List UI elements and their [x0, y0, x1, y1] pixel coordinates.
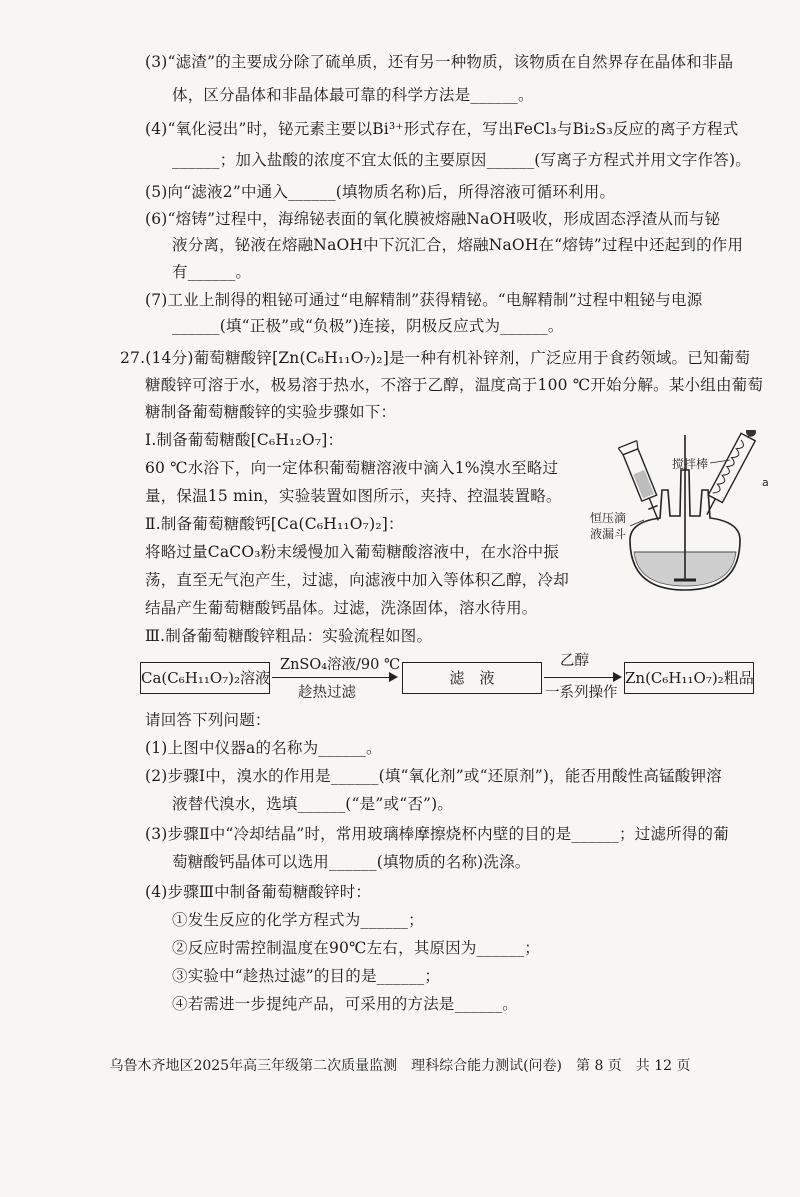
q26-part6-line3: 有______。 [172, 263, 252, 281]
label-a: a [762, 476, 769, 489]
q26-part6-line1: (6)“熔铸”过程中，海绵铋表面的氧化膜被熔融NaOH吸收，形成固态浮渣从而与铋 [145, 210, 721, 228]
q27-part4-sub4: ④若需进一步提纯产品，可采用的方法是______。 [172, 995, 519, 1013]
flow-arrow2-top: 乙醇 [560, 653, 589, 669]
q26-part4-line1: (4)“氧化浸出”时，铋元素主要以Bi³⁺形式存在，写出FeCl₃与Bi₂S₃反应的离子方程式 [145, 120, 739, 138]
step1-title: Ⅰ.制备葡萄糖酸[C₆H₁₂O₇]： [145, 431, 344, 449]
q27-part4-sub1: ①发生反应的化学方程式为______； [172, 911, 424, 929]
flow-arrow1-bottom: 趁热过滤 [298, 685, 356, 701]
flow-arrow1-top: ZnSO₄溶液/90 ℃ [280, 657, 401, 673]
step2-line2: 荡，直至无气泡产生，过滤，向滤液中加入等体积乙醇，冷却 [145, 571, 569, 589]
q26-part3-line1: (3)“滤渣”的主要成分除了硫单质，还有另一种物质，该物质在自然界存在晶体和非晶 [145, 53, 734, 71]
process-flow [140, 650, 760, 710]
label-funnel-2: 液漏斗 [590, 527, 627, 541]
flow-arrow2-bottom: 一系列操作 [545, 685, 618, 701]
answer-prompt: 请回答下列问题： [145, 711, 271, 729]
step3-title: Ⅲ.制备葡萄糖酸锌粗品：实验流程如图。 [145, 627, 433, 645]
step2-line3: 结晶产生葡萄糖酸钙晶体。过滤，洗涤固体，溶水待用。 [145, 599, 538, 617]
q26-part6-line2: 液分离，铋液在熔融NaOH中下沉汇合，熔融NaOH在“熔铸”过程中还起到的作用 [172, 236, 744, 254]
q27-part4: (4)步骤Ⅲ中制备葡萄糖酸锌时： [145, 883, 372, 901]
q27-intro-line2: 糖酸锌可溶于水，极易溶于热水，不溶于乙醇，温度高于100 ℃开始分解。某小组由葡萄 [145, 376, 764, 394]
step2-title: Ⅱ.制备葡萄糖酸钙[Ca(C₆H₁₁O₇)₂]： [145, 515, 404, 533]
flow-box-start: Ca(C₆H₁₁O₇)₂溶液 [140, 662, 270, 694]
q27-part3-line2: 萄糖酸钙晶体可以选用______(填物质的名称)洗涤。 [172, 853, 531, 871]
q27-part1: (1)上图中仪器a的名称为______。 [145, 739, 382, 757]
step1-line1: 60 ℃水浴下，向一定体积葡萄糖溶液中滴入1%溴水至略过 [145, 459, 559, 477]
flow-arrow-2 [544, 677, 620, 678]
page-footer: 乌鲁木齐地区2025年高三年级第二次质量监测 理科综合能力测试(问卷) 第 8 页 共 12 页 [109, 1058, 691, 1074]
step2-line1: 将略过量CaCO₃粉末缓慢加入葡萄糖酸溶液中，在水浴中振 [145, 543, 559, 561]
label-stirrer: 搅拌棒 [672, 457, 709, 471]
flow-arrow-1 [272, 677, 396, 678]
flow-box-product: Zn(C₆H₁₁O₇)₂粗品 [624, 662, 754, 694]
q27-intro-line3: 糖制备葡萄糖酸锌的实验步骤如下： [145, 403, 397, 421]
q27-part2-line1: (2)步骤Ⅰ中，溴水的作用是______(填“氧化剂”或“还原剂”)，能否用酸性高锰酸钾溶 [145, 767, 722, 785]
q26-part5-line1: (5)向“滤液2”中通入______(填物质名称)后，所得溶液可循环利用。 [145, 183, 616, 201]
apparatus-diagram [590, 430, 780, 600]
apparatus-figure [590, 430, 780, 600]
q27-part4-sub3: ③实验中“趁热过滤”的目的是______； [172, 967, 441, 985]
q27-part4-sub2: ②反应时需控制温度在90℃左右，其原因为______； [172, 939, 540, 957]
q26-part3-line2: 体，区分晶体和非晶体最可靠的科学方法是______。 [172, 86, 534, 104]
label-funnel-1: 恒压滴 [590, 511, 627, 525]
q27-part2-line2: 液替代溴水，选填______(“是”或“否”)。 [172, 795, 454, 813]
q27-part3-line1: (3)步骤Ⅱ中“冷却结晶”时，常用玻璃棒摩擦烧杯内壁的目的是______；过滤所得的葡 [145, 825, 729, 843]
q26-part7-line2: ______(填“正极”或“负极”)连接，阴极反应式为______。 [172, 317, 564, 335]
step1-line2: 量，保温15 min，实验装置如图所示，夹持、控温装置略。 [145, 487, 562, 505]
q26-part7-line1: (7)工业上制得的粗铋可通过“电解精制”获得精铋。“电解精制”过程中粗铋与电源 [145, 291, 703, 309]
flow-box-filtrate: 滤 液 [402, 662, 542, 694]
q26-part4-line2: ______；加入盐酸的浓度不宜太低的主要原因______(写离子方程式并用文字作答)。 [172, 151, 751, 169]
q27-intro-line1: 27.(14分)葡萄糖酸锌[Zn(C₆H₁₁O₇)₂]是一种有机补锌剂，广泛应用于食药领域。已知葡萄 [120, 349, 751, 367]
